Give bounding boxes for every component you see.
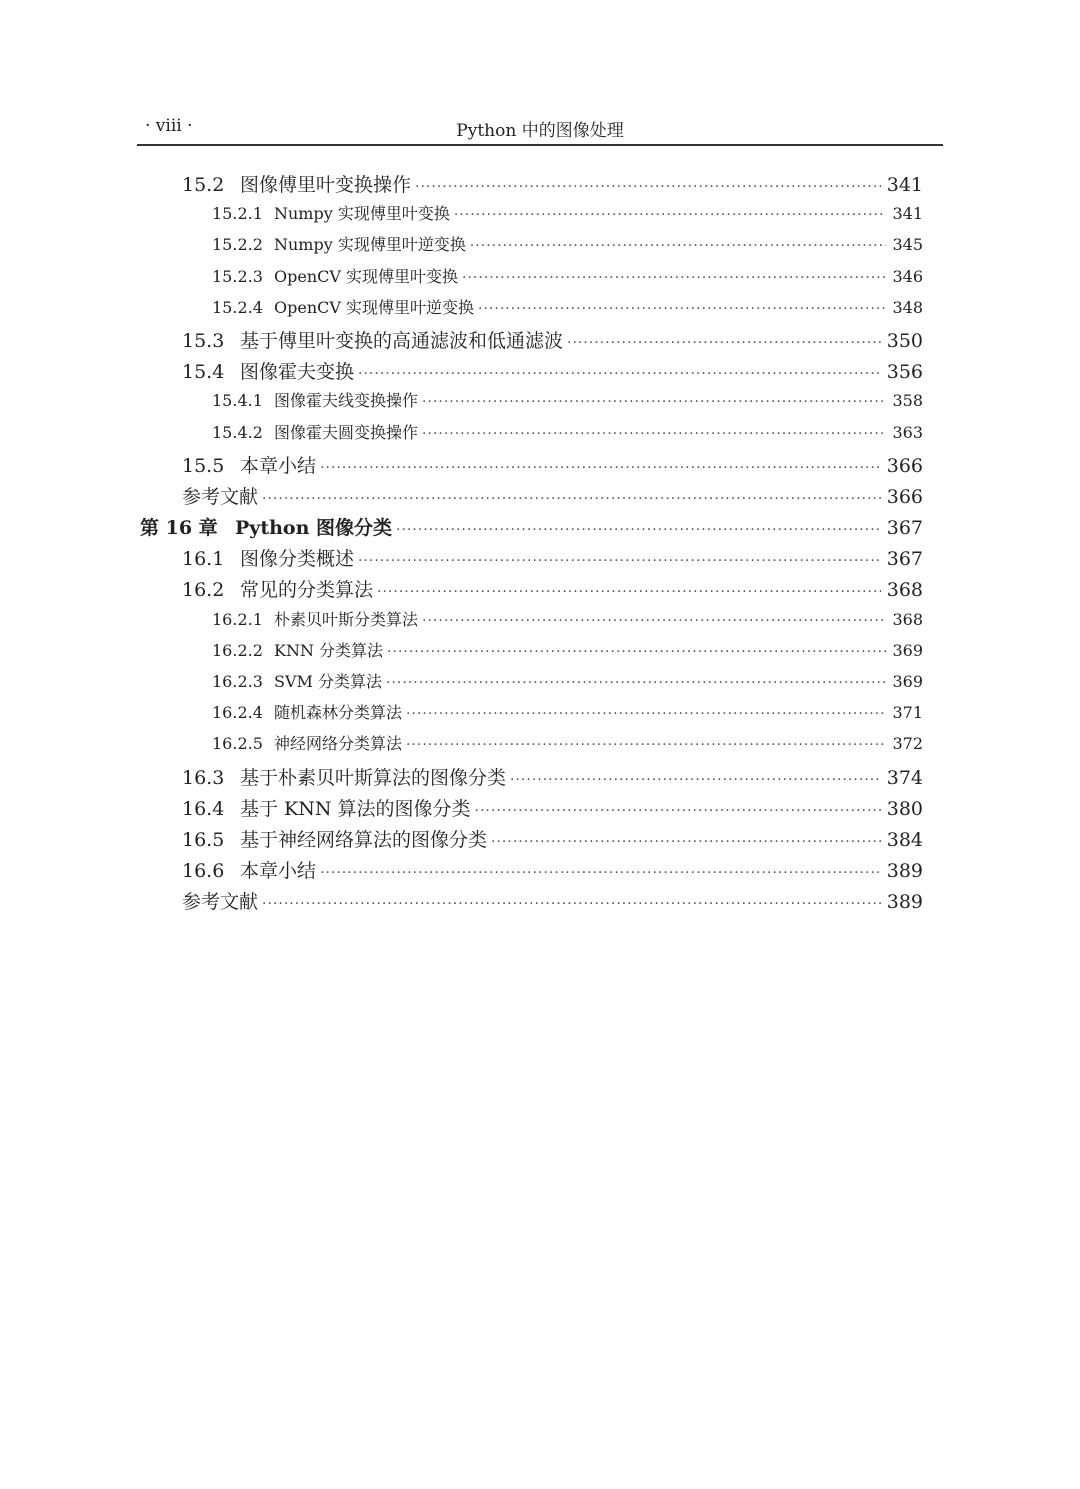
toc-dot-leader xyxy=(320,460,881,476)
toc-entry-page: 341 xyxy=(886,174,923,196)
toc-entry-page: 363 xyxy=(892,422,923,442)
toc-entry-title: 参考文献 xyxy=(182,485,259,508)
toc-entry-subsection[interactable] xyxy=(137,264,923,295)
toc-entry-title: 本章小结 xyxy=(240,454,317,477)
toc-entry-title: 基于神经网络算法的图像分类 xyxy=(240,828,488,851)
toc-dot-leader xyxy=(406,706,886,722)
toc-dot-leader xyxy=(422,613,886,629)
toc-entry-page: 367 xyxy=(886,548,923,571)
toc-entry-number: 16.2.4 xyxy=(212,703,263,723)
toc-entry-page: 374 xyxy=(886,766,923,789)
toc-dot-leader xyxy=(262,896,881,912)
toc-entry-title: 图像分类概述 xyxy=(240,548,355,571)
toc-entry-title: 本章小结 xyxy=(240,860,317,883)
toc-entry-section[interactable] xyxy=(137,451,923,482)
toc-entry-title: 朴素贝叶斯分类算法 xyxy=(274,609,419,629)
toc-entry-number: 16.4 xyxy=(182,797,225,820)
toc-entry-number: 16.2.3 xyxy=(212,672,263,691)
toc-entry-title: 神经网络分类算法 xyxy=(274,734,403,754)
toc-entry-title: 图像傅里叶变换操作 xyxy=(240,174,412,196)
toc-entry-page: 358 xyxy=(892,391,923,411)
toc-entry-title: 基于 KNN 算法的图像分类 xyxy=(240,797,471,820)
toc-entry-section[interactable] xyxy=(137,856,923,887)
toc-entry-page: 341 xyxy=(892,204,923,224)
toc-entry-number: 15.4.1 xyxy=(212,391,263,411)
toc-entry-title: 参考文献 xyxy=(182,891,259,914)
toc-entry-subsection[interactable] xyxy=(137,638,923,669)
toc-entry-subsection[interactable] xyxy=(137,607,923,638)
toc-entry-page: 368 xyxy=(892,609,923,629)
toc-entry-number: 15.4.2 xyxy=(212,422,263,442)
toc-entry-title: 图像霍夫变换 xyxy=(240,361,355,384)
toc-entry-section[interactable] xyxy=(137,326,923,357)
toc-dot-leader xyxy=(470,238,887,254)
toc-entry-section[interactable] xyxy=(137,544,923,575)
toc-entry-section[interactable] xyxy=(137,575,923,606)
toc-entry-subsection[interactable] xyxy=(137,388,923,419)
toc-entry-number: 15.4 xyxy=(182,361,225,384)
toc-entry-subsection[interactable] xyxy=(137,731,923,762)
toc-dot-leader xyxy=(491,834,881,850)
page-number: · viii · xyxy=(145,116,193,136)
toc-entry-number: 15.2.3 xyxy=(212,266,263,286)
toc-entry-refs[interactable] xyxy=(137,482,923,513)
toc-entry-subsection[interactable] xyxy=(137,295,923,326)
toc-entry-number: 16.2.1 xyxy=(212,609,263,629)
toc-entry-title: 图像霍夫线变换操作 xyxy=(274,391,419,411)
toc-entry-subsection[interactable] xyxy=(137,232,923,263)
toc-entry-page: 369 xyxy=(892,672,923,691)
toc-entry-number: 第 16 章 xyxy=(140,517,218,540)
toc-entry-number: 16.3 xyxy=(182,766,225,789)
toc-dot-leader xyxy=(358,366,881,382)
toc-dot-leader xyxy=(462,270,886,286)
toc-entry-title: 常见的分类算法 xyxy=(240,579,374,602)
toc-entry-page: 371 xyxy=(892,703,923,723)
toc-entry-number: 15.2.2 xyxy=(212,235,263,255)
toc-entry-page: 345 xyxy=(892,235,923,255)
toc-entry-subsection[interactable] xyxy=(137,700,923,731)
page-header xyxy=(137,112,943,146)
toc-entry-number: 15.2.1 xyxy=(212,204,263,224)
toc-entry-number: 16.5 xyxy=(182,828,225,851)
toc-entry-page: 368 xyxy=(886,579,923,602)
toc-entry-number: 16.2 xyxy=(182,579,225,602)
toc-entry-section[interactable] xyxy=(137,794,923,825)
toc-dot-leader xyxy=(387,644,886,660)
toc-entry-number: 16.2.2 xyxy=(212,640,263,660)
toc-entry-title: Python 图像分类 xyxy=(235,517,393,540)
toc-entry-number: 15.2 xyxy=(182,174,225,196)
running-title: Python 中的图像处理 xyxy=(456,121,624,141)
table-of-contents xyxy=(137,170,923,919)
toc-dot-leader xyxy=(377,584,881,600)
toc-entry-number: 15.2.4 xyxy=(212,297,263,317)
toc-entry-page: 389 xyxy=(886,891,923,914)
toc-entry-page: 384 xyxy=(886,828,923,851)
toc-dot-leader xyxy=(396,522,881,538)
toc-entry-subsection[interactable] xyxy=(137,201,923,232)
toc-entry-title: 随机森林分类算法 xyxy=(274,703,403,723)
toc-entry-page: 366 xyxy=(886,454,923,477)
toc-dot-leader xyxy=(422,426,886,442)
toc-entry-number: 16.1 xyxy=(182,548,225,571)
toc-entry-section[interactable] xyxy=(137,825,923,856)
toc-dot-leader xyxy=(510,772,881,788)
toc-entry-number: 15.5 xyxy=(182,454,225,477)
toc-entry-page: 380 xyxy=(886,797,923,820)
toc-dot-leader xyxy=(320,865,881,881)
toc-entry-section[interactable] xyxy=(137,763,923,794)
toc-entry-title: 基于朴素贝叶斯算法的图像分类 xyxy=(240,766,507,789)
toc-entry-section[interactable] xyxy=(137,357,923,388)
toc-entry-title: 基于傅里叶变换的高通滤波和低通滤波 xyxy=(240,329,564,352)
toc-dot-leader xyxy=(478,301,886,317)
toc-dot-leader xyxy=(475,803,881,819)
toc-dot-leader xyxy=(567,335,881,351)
toc-entry-subsection[interactable] xyxy=(137,669,923,700)
toc-dot-leader xyxy=(415,179,881,195)
toc-entry-page: 369 xyxy=(892,640,923,660)
toc-entry-title: 图像霍夫圆变换操作 xyxy=(274,422,419,442)
toc-entry-number: 15.3 xyxy=(182,329,225,352)
toc-entry-section[interactable] xyxy=(137,170,923,201)
toc-entry-page: 350 xyxy=(886,329,923,352)
toc-entry-title: KNN 分类算法 xyxy=(274,640,384,660)
toc-entry-page: 356 xyxy=(886,361,923,384)
toc-entry-title: SVM 分类算法 xyxy=(274,672,382,691)
toc-entry-page: 346 xyxy=(892,266,923,286)
toc-entry-title: OpenCV 实现傅里叶逆变换 xyxy=(274,297,475,317)
toc-entry-number: 16.6 xyxy=(182,860,225,883)
toc-dot-leader xyxy=(262,491,881,507)
toc-entry-page: 372 xyxy=(892,734,923,754)
toc-entry-title: Numpy 实现傅里叶变换 xyxy=(274,204,450,224)
toc-entry-page: 367 xyxy=(886,517,923,540)
toc-entry-title: Numpy 实现傅里叶逆变换 xyxy=(274,235,466,255)
toc-entry-title: OpenCV 实现傅里叶变换 xyxy=(274,266,459,286)
toc-entry-subsection[interactable] xyxy=(137,420,923,451)
toc-entry-page: 366 xyxy=(886,485,923,508)
toc-dot-leader xyxy=(422,394,886,410)
toc-dot-leader xyxy=(358,553,881,569)
toc-dot-leader xyxy=(454,207,887,223)
toc-dot-leader xyxy=(406,737,886,753)
toc-dot-leader xyxy=(386,675,886,691)
toc-entry-number: 16.2.5 xyxy=(212,734,263,754)
toc-entry-page: 348 xyxy=(892,297,923,317)
toc-entry-page: 389 xyxy=(886,860,923,883)
toc-entry-refs[interactable] xyxy=(137,887,923,918)
toc-entry-chapter[interactable] xyxy=(137,513,923,544)
